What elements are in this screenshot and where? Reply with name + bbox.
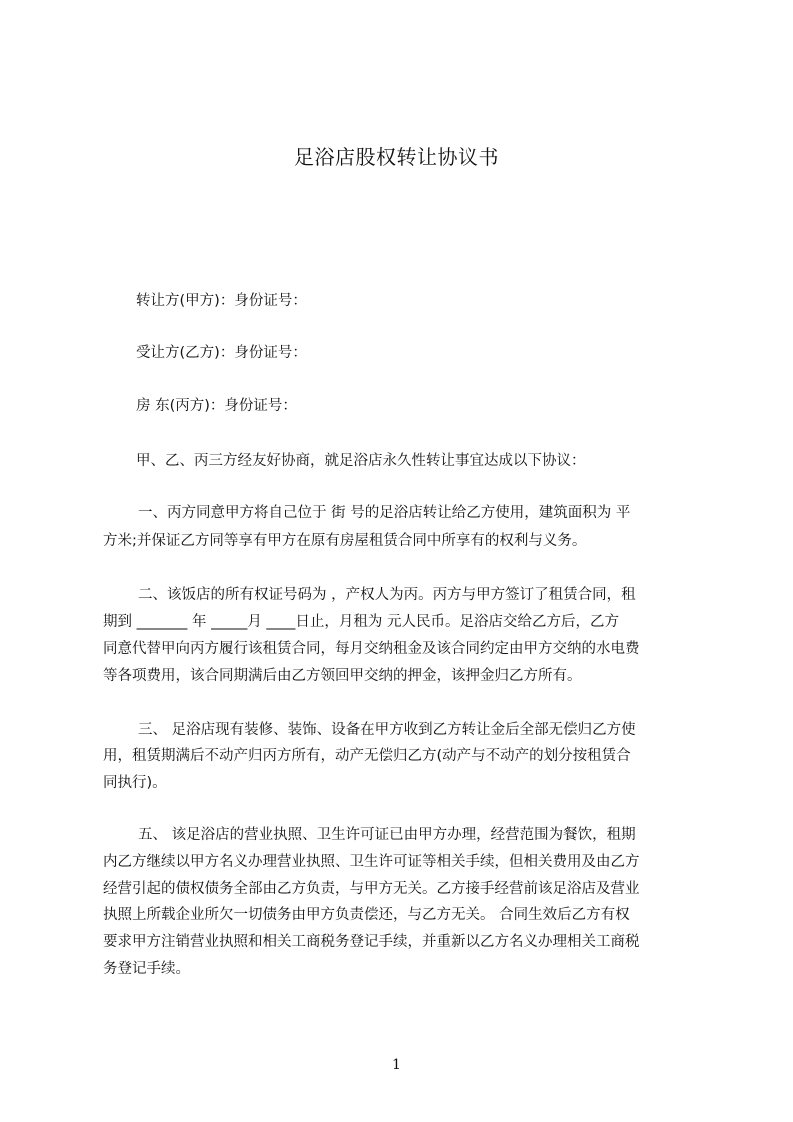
clause5-line: 五、 该足浴店的营业执照、卫生许可证已由甲方办理，经营范围为餐饮，租期 <box>138 827 636 843</box>
party-transferor-line: 转让方(甲方)：身份证号： <box>136 293 307 309</box>
party-transferee-line: 受让方(乙方)：身份证号： <box>136 345 307 361</box>
intro-paragraph: 甲、乙、丙三方经友好协商，就足浴店永久性转让事宜达成以下协议： <box>136 453 586 469</box>
clause3-line: 三、 足浴店现有装修、装饰、设备在甲方收到乙方转让金后全部无偿归乙方使 <box>138 722 636 738</box>
document-title: 足浴店股权转让协议书 <box>294 145 499 169</box>
clause5-line: 经营引起的债权债务全部由乙方负责，与甲方无关。乙方接手经营前该足浴店及营业 <box>103 881 640 897</box>
clause2-line: 二、该饭店的所有权证号码为 ，产权人为丙。丙方与甲方签订了租赁合同，租 <box>138 587 636 603</box>
clause3-line: 同执行)。 <box>103 775 167 791</box>
clause2-line: 同意代替甲向丙方履行该租赁合同，每月交纳租金及该合同约定由甲方交纳的水电费 <box>103 641 640 657</box>
clause5-line: 执照上所载企业所欠一切债务由甲方负责偿还，与乙方无关。 合同生效后乙方有权 <box>103 907 630 923</box>
clause1-line: 方米;并保证乙方同等享有甲方在原有房屋租赁合同中所享有的权利与义务。 <box>103 533 587 549</box>
party-landlord-line: 房 东(丙方)：身份证号： <box>136 398 297 414</box>
page-number: 1 <box>392 1057 401 1073</box>
clause5-line: 内乙方继续以甲方名义办理营业执照、卫生许可证等相关手续，但相关费用及由乙方 <box>103 854 640 870</box>
clause5-line: 要求甲方注销营业执照和相关工商税务登记手续，并重新以乙方名义办理相关工商税 <box>103 934 640 950</box>
clause3-line: 用，租赁期满后不动产归丙方所有，动产无偿归乙方(动产与不动产的划分按租赁合 <box>103 748 631 764</box>
clause2-line: 期到 _______ 年 _____月 ____日止，月租为 元人民币。足浴店交给乙方后，乙方 <box>103 614 620 630</box>
clause2-line: 等各项费用，该合同期满后由乙方领回甲交纳的押金，该押金归乙方所有。 <box>103 668 582 684</box>
clause5-line: 务登记手续。 <box>103 961 190 977</box>
clause1-line: 一、丙方同意甲方将自己位于 街 号的足浴店转让给乙方使用，建筑面积为 平 <box>138 505 631 521</box>
